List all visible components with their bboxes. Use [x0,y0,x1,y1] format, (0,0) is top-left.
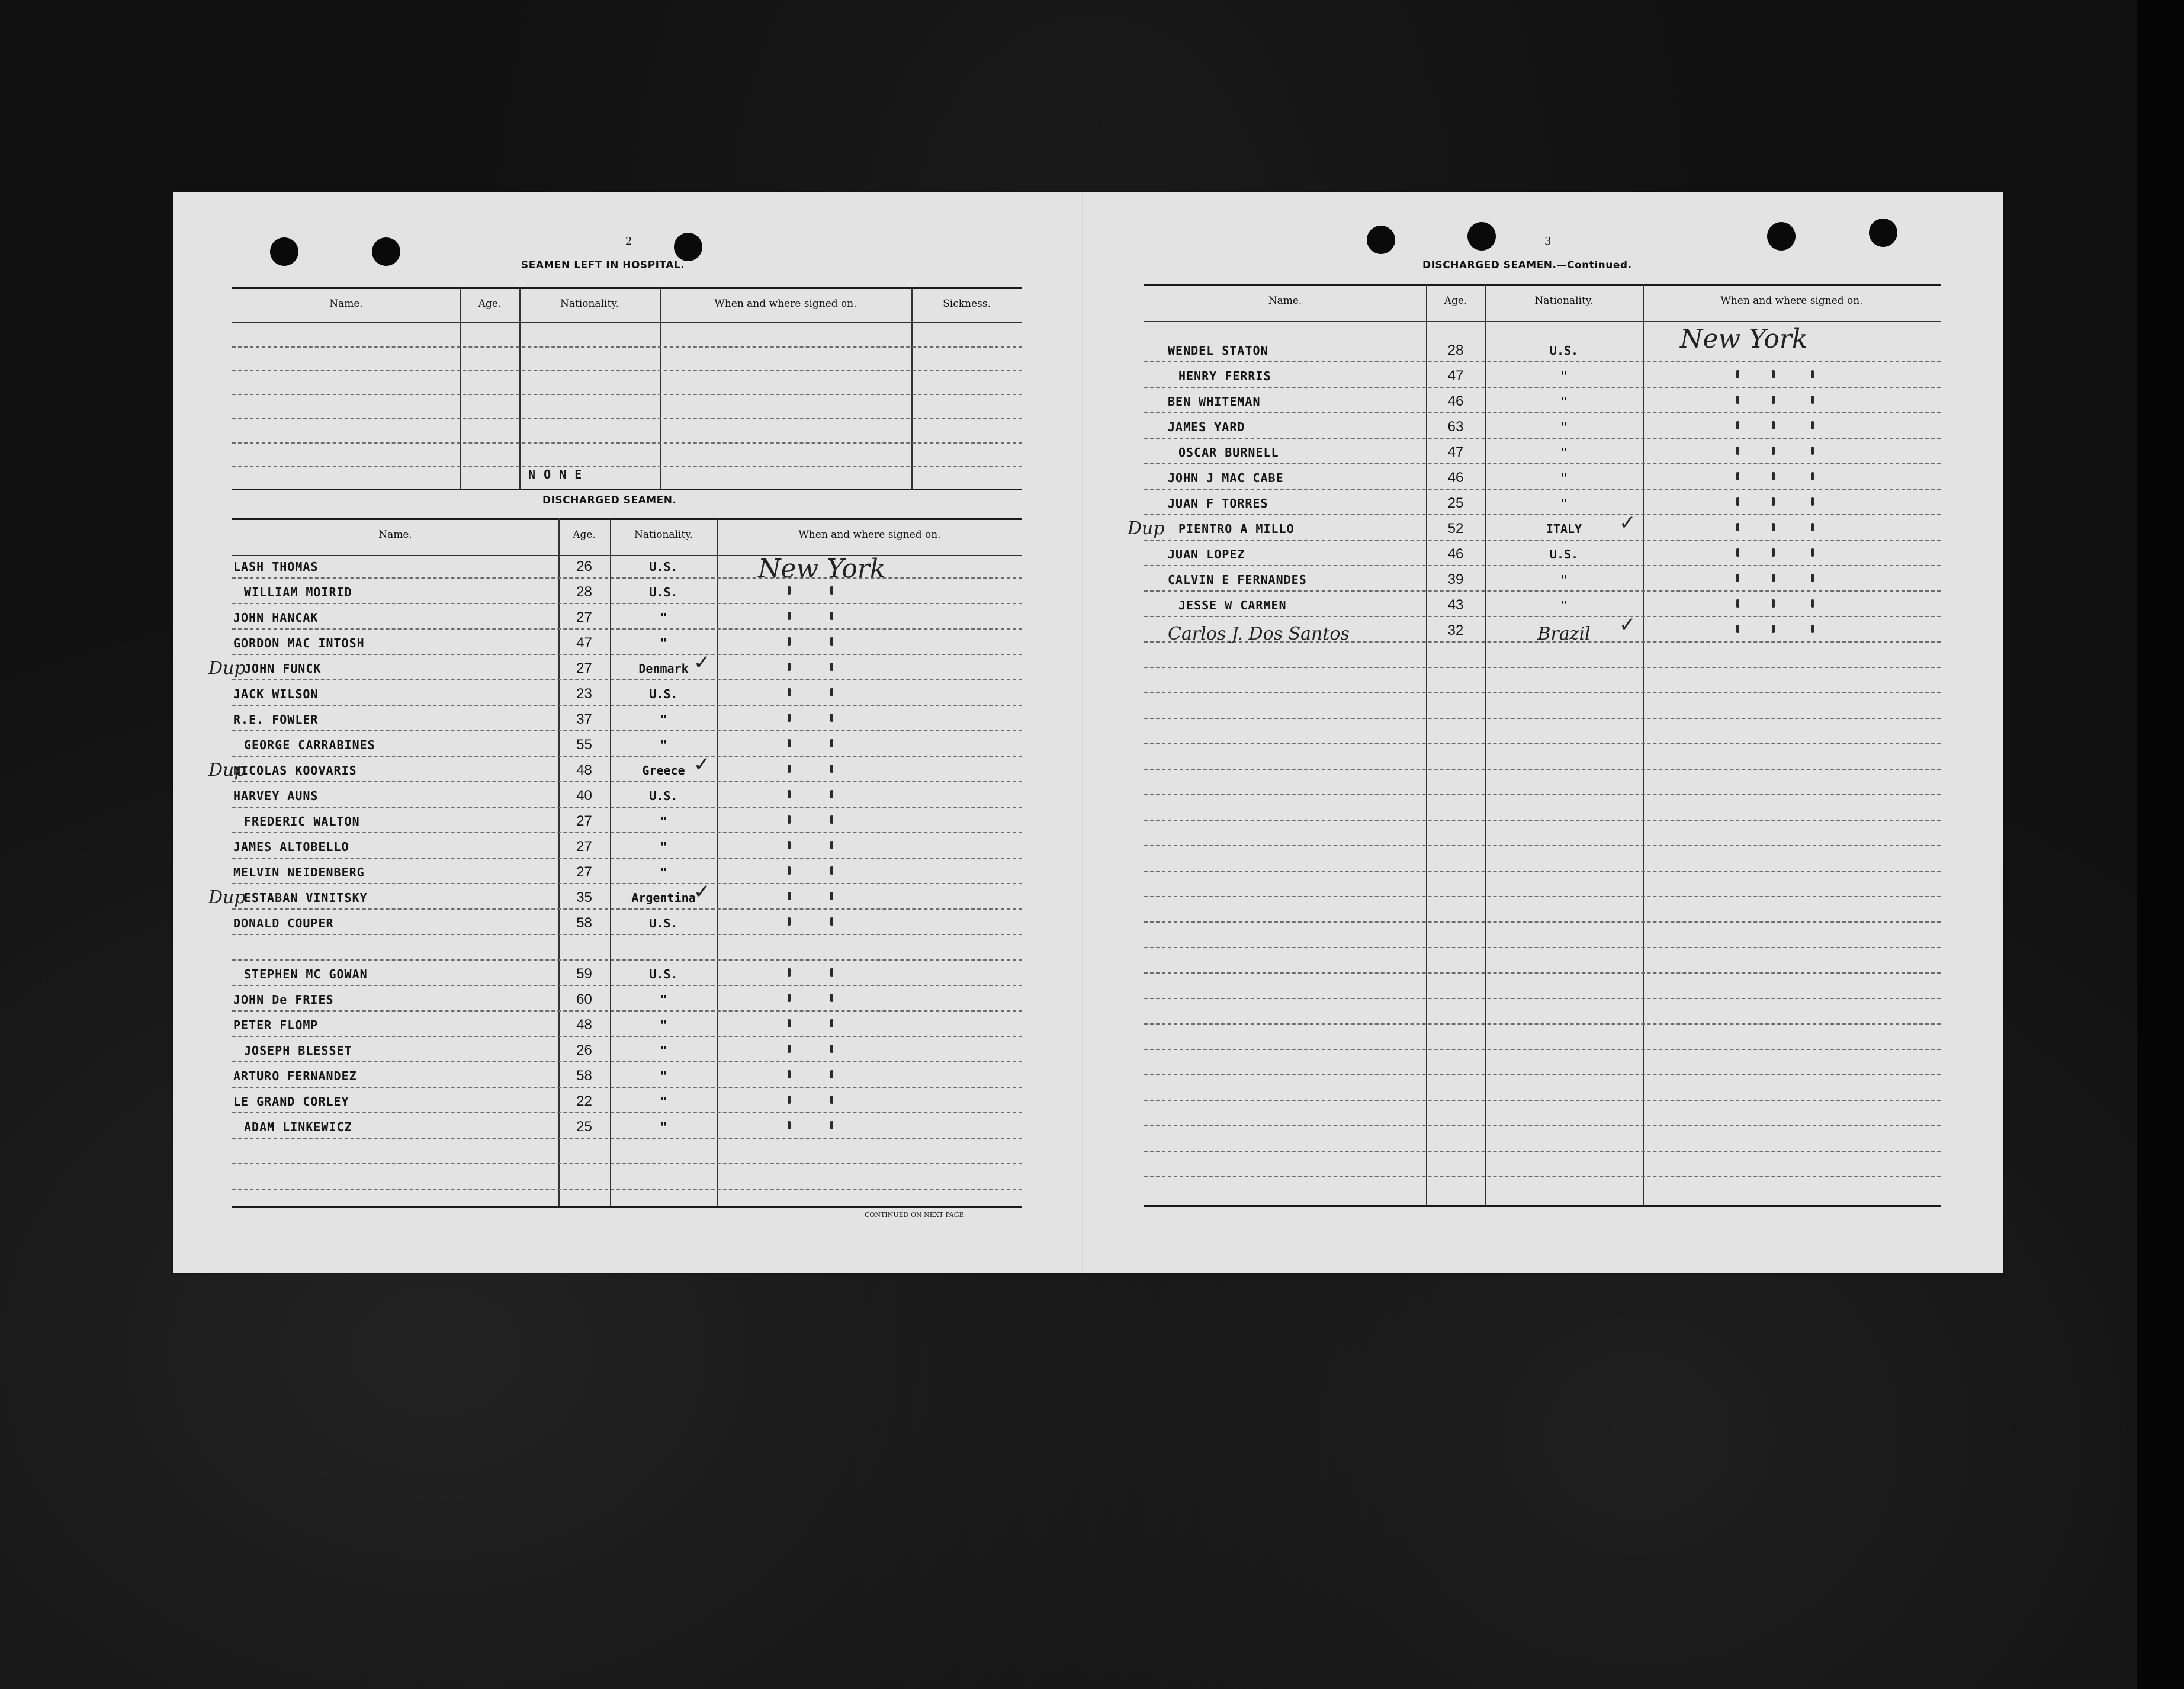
seaman-name: FREDERIC WALTON [244,814,360,829]
seaman-name: BEN WHITEMAN [1168,394,1261,409]
seaman-name: CALVIN E FERNANDES [1168,573,1307,587]
seaman-nationality: Brazil [1537,624,1591,644]
seaman-name: LE GRAND CORLEY [233,1094,349,1109]
seaman-age: 27 [576,660,592,676]
row-rule [1144,769,1941,770]
row-rule [232,756,1022,757]
ditto-mark [788,739,791,747]
column-header-nationality: Nationality. [560,298,619,310]
ditto-mark [830,586,833,595]
check-mark: ✓ [693,651,711,675]
seaman-name: PIENTRO A MILLO [1178,522,1295,536]
seaman-name: JESSE W CARMEN [1178,598,1287,612]
seaman-nationality: U.S. [649,687,678,701]
seaman-age: 28 [576,584,592,600]
seaman-name: JOHN De FRIES [233,993,334,1007]
duplicate-mark: Dup [208,760,246,781]
seaman-age: 37 [576,711,592,727]
seaman-name: MELVIN NEIDENBERG [233,865,365,879]
ditto-mark [830,714,833,722]
row-rule [1144,972,1941,974]
discharged-table-right [1128,284,1941,1208]
seaman-age: 46 [1447,393,1464,409]
ditto-mark [830,765,833,773]
column-header-signed-on: When and where signed on. [714,298,857,310]
seaman-age: 22 [576,1093,592,1109]
ditto-mark [1772,472,1775,480]
seaman-nationality: Argentina [631,891,696,905]
ditto-mark [830,917,833,926]
seaman-name: HARVEY AUNS [233,789,319,803]
column-header-name: Name. [378,529,412,541]
row-rule [1144,1151,1941,1152]
discharged-continued-title: DISCHARGED SEAMEN.—Continued. [1422,259,1632,271]
row-rule [1144,921,1941,923]
seaman-age: 27 [576,609,592,625]
row-rule [1144,1100,1941,1101]
row-rule [232,781,1022,782]
ditto-mark [788,815,791,824]
row-rule [1144,947,1941,948]
seaman-age: 59 [576,966,592,982]
ditto-mark [1736,370,1739,378]
ditto-mark [788,688,791,696]
ditto-mark [1811,472,1814,480]
row-rule [1144,718,1941,719]
hospital-section-title: SEAMEN LEFT IN HOSPITAL. [521,259,685,271]
row-rule [1144,692,1941,693]
ditto-mark [830,688,833,696]
row-rule [1144,361,1941,362]
ditto-mark [788,892,791,900]
seaman-name: JOHN J MAC CABE [1168,471,1284,485]
ditto-mark [1811,548,1814,557]
seaman-name: ARTURO FERNANDEZ [233,1069,357,1083]
ditto-mark [830,612,833,620]
row-rule [232,654,1022,655]
row-rule [232,603,1022,604]
ditto-mark [1811,574,1814,582]
seaman-name: JOSEPH BLESSET [244,1043,352,1058]
seaman-nationality: " [660,1043,667,1058]
ditto-mark [1772,574,1775,582]
discharged-section-title: DISCHARGED SEAMEN. [542,495,677,506]
seaman-name: GORDON MAC INTOSH [233,636,365,650]
seaman-age: 25 [1447,495,1464,511]
seaman-name: NICOLAS KOOVARIS [233,763,357,778]
row-rule [1144,514,1941,515]
ditto-mark [1772,599,1775,608]
row-rule [1144,590,1941,592]
ditto-mark [1772,523,1775,531]
column-header-signed-on: When and where signed on. [798,529,941,541]
ditto-mark [1772,421,1775,429]
row-rule [1144,387,1941,388]
row-rule [232,1036,1022,1037]
seaman-age: 25 [576,1119,592,1135]
row-rule [232,628,1022,630]
ditto-mark [1736,523,1739,531]
ditto-mark [788,841,791,849]
seaman-age: 26 [576,558,592,574]
seaman-nationality: " [660,636,667,650]
ditto-mark [1811,523,1814,531]
row-rule [232,1087,1022,1088]
row-rule [1144,1074,1941,1075]
ditto-mark [1772,396,1775,404]
ditto-mark [830,790,833,798]
ditto-mark [788,790,791,798]
seaman-name: JUAN LOPEZ [1168,547,1245,561]
seaman-nationality: " [660,865,667,879]
row-rule [232,807,1022,808]
row-rule [232,959,1022,961]
ditto-mark [1736,421,1739,429]
seaman-name: HENRY FERRIS [1178,369,1271,383]
seaman-age: 47 [1447,368,1464,384]
punch-hole [1767,222,1796,251]
seaman-nationality: " [660,840,667,854]
row-rule [1144,845,1941,846]
seaman-nationality: " [660,738,667,752]
seaman-age: 55 [576,737,592,753]
row-rule [232,1138,1022,1139]
seaman-age: 47 [1447,444,1464,460]
seaman-age: 63 [1447,419,1464,435]
ditto-mark [788,917,791,926]
seaman-nationality: " [660,1018,667,1032]
seaman-age: 47 [576,635,592,651]
seaman-nationality: " [1560,369,1568,383]
ditto-mark [1736,472,1739,480]
seaman-age: 35 [576,890,592,905]
ditto-mark [788,1121,791,1129]
seaman-age: 27 [576,839,592,855]
ditto-mark [830,637,833,646]
ditto-mark [1736,497,1739,506]
seaman-nationality: U.S. [649,967,678,981]
seaman-name: JAMES YARD [1168,420,1245,434]
ditto-mark [830,663,833,671]
seaman-age: 26 [576,1042,592,1058]
seaman-nationality: " [660,712,667,727]
ditto-mark [788,1045,791,1053]
ditto-mark [1736,447,1739,455]
discharged-table-left [208,518,1022,1205]
seaman-nationality: U.S. [649,585,678,599]
seaman-name: OSCAR BURNELL [1178,445,1279,460]
row-rule [1144,463,1941,464]
seaman-age: 40 [576,788,592,804]
check-mark: ✓ [1619,511,1636,535]
ditto-mark [830,866,833,875]
hospital-entry: N O N E [528,467,583,481]
column-header-age: Age. [1444,295,1467,307]
seaman-age: 46 [1447,546,1464,562]
seaman-name: GEORGE CARRABINES [244,738,375,752]
seaman-age: 46 [1447,470,1464,486]
ditto-mark [788,1070,791,1078]
row-rule [1144,1023,1941,1025]
ditto-mark [788,1096,791,1104]
row-rule [1144,820,1941,821]
row-rule [1144,794,1941,795]
seaman-age: 52 [1447,521,1464,537]
ditto-mark [1811,447,1814,455]
seaman-nationality: " [1560,573,1568,587]
row-rule [1144,998,1941,999]
ditto-mark [1772,447,1775,455]
ditto-mark [788,994,791,1002]
column-header-age: Age. [478,298,502,310]
row-rule [1144,412,1941,413]
seaman-nationality: U.S. [1549,547,1579,561]
ditto-mark [1736,625,1739,633]
seaman-age: 28 [1447,342,1464,358]
row-rule [1144,871,1941,872]
row-rule [232,1189,1022,1190]
ditto-mark [830,1070,833,1078]
punch-hole [1869,219,1897,247]
seaman-age: 48 [576,762,592,778]
ditto-mark [1736,396,1739,404]
seaman-name: DONALD COUPER [233,916,334,930]
column-header-name: Name. [329,298,363,310]
row-rule [232,832,1022,833]
duplicate-mark: Dup [208,658,246,679]
row-rule [1144,743,1941,744]
duplicate-mark: Dup [208,887,246,908]
seaman-name: WILLIAM MOIRID [244,585,352,599]
row-rule [232,934,1022,935]
ditto-mark [788,586,791,595]
ditto-mark [830,994,833,1002]
seaman-name: LASH THOMAS [233,560,319,574]
continued-note: CONTINUED ON NEXT PAGE. [865,1211,966,1219]
row-rule [1144,616,1941,617]
punch-hole [674,233,702,261]
seaman-age: 23 [576,686,592,702]
row-rule [232,985,1022,986]
seaman-age: 58 [576,915,592,931]
page-number: 3 [1544,235,1552,248]
signed-on-place: New York [1680,324,1808,354]
row-rule [232,1163,1022,1164]
row-rule [1144,1049,1941,1050]
seaman-age: 48 [576,1017,592,1033]
row-rule [232,1061,1022,1062]
seaman-nationality: Denmark [638,662,689,676]
row-rule [1144,438,1941,439]
row-rule [232,730,1022,731]
column-header-name: Name. [1268,295,1302,307]
row-rule [232,908,1022,910]
ditto-mark [1772,625,1775,633]
row-rule [1144,1125,1941,1126]
ditto-mark [788,714,791,722]
check-mark: ✓ [693,753,711,776]
seaman-nationality: " [1560,598,1568,612]
film-frame-edge [2137,0,2184,1689]
ditto-mark [788,663,791,671]
ditto-mark [830,1019,833,1027]
page-fold [1082,192,1085,1273]
seaman-age: 60 [576,991,592,1007]
ditto-mark [1811,370,1814,378]
ditto-mark [830,892,833,900]
ditto-mark [1736,599,1739,608]
seaman-age: 39 [1447,571,1464,587]
ditto-mark [788,1019,791,1027]
seaman-name: Carlos J. Dos Santos [1168,624,1350,644]
seaman-nationality: " [660,1069,667,1083]
seaman-nationality: " [1560,471,1568,485]
column-header-sickness: Sickness. [943,298,991,310]
seaman-nationality: " [660,993,667,1007]
row-rule [232,679,1022,680]
ditto-mark [1772,497,1775,506]
seaman-name: JAMES ALTOBELLO [233,840,349,854]
seaman-age: 58 [576,1068,592,1084]
seaman-nationality: U.S. [649,916,678,930]
seaman-nationality: " [1560,445,1568,460]
ditto-mark [1736,548,1739,557]
seaman-name: ADAM LINKEWICZ [244,1120,352,1134]
seaman-name: JOHN HANCAK [233,611,319,625]
seaman-nationality: " [660,1094,667,1109]
seaman-nationality: U.S. [1549,343,1579,358]
seaman-nationality: " [1560,420,1568,434]
column-header-nationality: Nationality. [1534,295,1594,307]
seaman-nationality: " [660,1120,667,1134]
row-rule [1144,896,1941,897]
seaman-name: WENDEL STATON [1168,343,1268,358]
check-mark: ✓ [1619,613,1636,637]
ditto-mark [1772,548,1775,557]
ditto-mark [788,968,791,977]
punch-hole [1367,226,1395,254]
page-number: 2 [625,235,632,248]
seaman-nationality: Greece [642,763,685,778]
column-header-signed-on: When and where signed on. [1720,295,1863,307]
ditto-mark [830,1045,833,1053]
punch-hole [270,237,298,266]
ditto-mark [1736,574,1739,582]
duplicate-mark: Dup [1128,518,1165,539]
ditto-mark [1811,497,1814,506]
row-rule [232,1112,1022,1113]
ditto-mark [788,866,791,875]
seaman-name: R.E. FOWLER [233,712,319,727]
seaman-nationality: U.S. [649,560,678,574]
row-rule [232,883,1022,884]
row-rule [1144,565,1941,566]
ditto-mark [788,637,791,646]
ditto-mark [1811,421,1814,429]
seaman-age: 27 [576,813,592,829]
seaman-nationality: " [660,814,667,829]
seaman-nationality: " [1560,496,1568,510]
row-rule [232,1010,1022,1012]
row-rule [1144,1176,1941,1177]
row-rule [232,858,1022,859]
ditto-mark [830,1121,833,1129]
seaman-name: JOHN FUNCK [244,662,322,676]
seaman-name: ESTABAN VINITSKY [244,891,368,905]
row-rule [232,577,1022,579]
document-sheet [173,192,2003,1273]
row-rule [232,705,1022,706]
ditto-mark [788,765,791,773]
seaman-name: STEPHEN MC GOWAN [244,967,368,981]
punch-hole [372,237,400,266]
ditto-mark [1811,599,1814,608]
punch-hole [1467,222,1496,251]
seaman-name: PETER FLOMP [233,1018,319,1032]
row-rule [1144,540,1941,541]
seaman-age: 27 [576,864,592,880]
ditto-mark [1772,370,1775,378]
row-rule [1144,489,1941,490]
row-rule [1144,667,1941,668]
ditto-mark [788,612,791,620]
column-header-nationality: Nationality. [634,529,693,541]
ditto-mark [830,739,833,747]
ditto-mark [1811,625,1814,633]
check-mark: ✓ [693,880,711,904]
ditto-mark [830,841,833,849]
column-header-age: Age. [573,529,596,541]
seaman-nationality: " [1560,394,1568,409]
ditto-mark [830,968,833,977]
seaman-nationality: " [660,611,667,625]
ditto-mark [830,1096,833,1104]
seaman-age: 32 [1447,622,1464,638]
seaman-nationality: U.S. [649,789,678,803]
seaman-name: JUAN F TORRES [1168,496,1268,510]
seaman-name: JACK WILSON [233,687,319,701]
signed-on-place: New York [758,554,886,584]
seaman-nationality: ITALY [1546,522,1582,536]
seaman-age: 43 [1447,597,1464,613]
ditto-mark [1811,396,1814,404]
ditto-mark [830,815,833,824]
